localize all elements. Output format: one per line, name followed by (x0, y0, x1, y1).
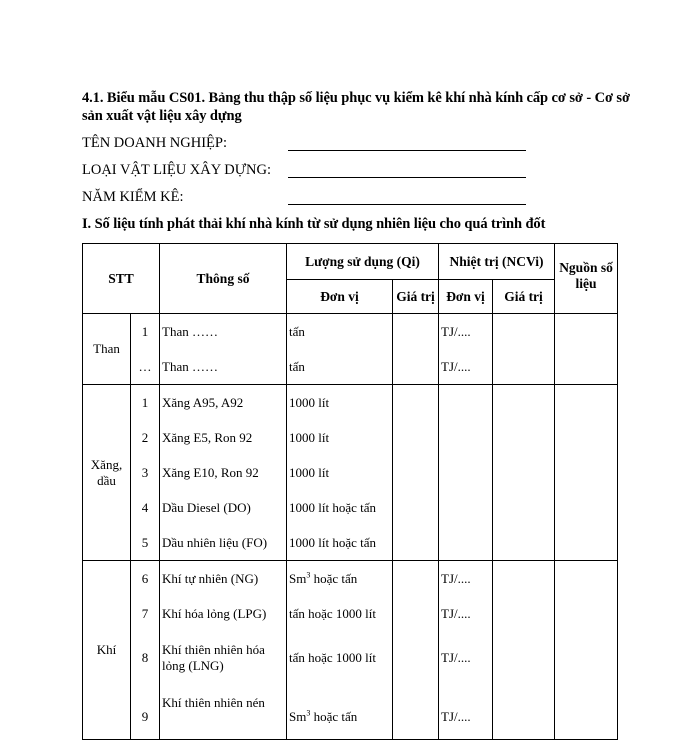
row-unit: 1000 lít hoặc tấn (287, 490, 393, 525)
row-unit: 1000 lít hoặc tấn (287, 525, 393, 561)
row-unit: tấn hoặc 1000 lít (287, 596, 393, 631)
heat-value-cell[interactable] (493, 349, 555, 385)
row-parameter: Than …… (160, 349, 287, 385)
heat-unit-cell: TJ/.... (439, 349, 493, 385)
table-row (83, 525, 618, 561)
row-parameter: Dầu Diesel (DO) (160, 490, 287, 525)
usage-value-cell[interactable] (393, 385, 439, 421)
header-parameter: Thông số (160, 244, 287, 314)
group-label: Khí (83, 561, 131, 740)
heat-unit-cell: TJ/.... (439, 561, 493, 597)
data-source-cell[interactable] (555, 490, 618, 525)
unit-superscript: 3 (306, 708, 311, 718)
table-row (83, 596, 618, 631)
header-usage-unit: Đơn vị (287, 280, 393, 314)
data-source-cell[interactable] (555, 420, 618, 455)
form-heading: 4.1. Biểu mẫu CS01. Bảng thu thập số liệu phục vụ kiểm kê khí nhà kính cấp cơ sở - Cơ sở sản xuất vật liệu xây dựng (82, 90, 630, 124)
heat-value-cell[interactable] (493, 525, 555, 561)
data-source-cell[interactable] (555, 561, 618, 597)
data-source-cell[interactable] (555, 385, 618, 421)
heat-value-cell[interactable] (493, 385, 555, 421)
row-parameter: Xăng E5, Ron 92 (160, 420, 287, 455)
group-label: Than (83, 314, 131, 385)
field-label: NĂM KIỂM KÊ: (82, 189, 184, 205)
unit-superscript: 3 (306, 570, 311, 580)
row-stt: 4 (131, 490, 160, 525)
unit-base: Sm (289, 709, 307, 724)
usage-value-cell[interactable] (393, 455, 439, 490)
row-unit: tấn (287, 314, 393, 350)
table-row (83, 420, 618, 455)
usage-value-cell[interactable] (393, 490, 439, 525)
row-parameter: Khí thiên nhiên nén (160, 685, 287, 739)
material-type-input-line[interactable] (288, 177, 526, 178)
header-heat-unit: Đơn vị (439, 280, 493, 314)
table-row (83, 349, 618, 385)
row-unit: tấn (287, 349, 393, 385)
heat-unit-cell (439, 455, 493, 490)
usage-value-cell[interactable] (393, 525, 439, 561)
heat-unit-cell: TJ/.... (439, 596, 493, 631)
row-unit (287, 685, 393, 739)
unit-rest: hoặc tấn (310, 709, 358, 724)
heat-unit-cell (439, 490, 493, 525)
data-source-cell[interactable] (555, 349, 618, 385)
data-source-cell[interactable] (555, 596, 618, 631)
data-source-cell[interactable] (555, 455, 618, 490)
row-stt: 1 (131, 314, 160, 350)
unit-rest: hoặc tấn (310, 570, 358, 586)
row-stt: … (131, 349, 160, 385)
usage-value-cell[interactable] (393, 420, 439, 455)
row-unit (287, 561, 393, 597)
row-parameter: Xăng E10, Ron 92 (160, 455, 287, 490)
header-usage: Lượng sử dụng (Qi) (287, 244, 439, 280)
header-usage-value: Giá trị (393, 280, 439, 314)
row-parameter: Dầu nhiên liệu (FO) (160, 525, 287, 561)
data-source-cell[interactable] (555, 685, 618, 739)
heat-unit-cell (439, 385, 493, 421)
row-unit: 1000 lít (287, 455, 393, 490)
data-source-cell[interactable] (555, 314, 618, 350)
usage-value-cell[interactable] (393, 314, 439, 350)
row-stt: 7 (131, 596, 160, 631)
heat-value-cell[interactable] (493, 420, 555, 455)
table-row (83, 314, 618, 350)
row-stt: 5 (131, 525, 160, 561)
table-row (83, 561, 618, 597)
heat-value-cell[interactable] (493, 455, 555, 490)
header-heat-value-col: Giá trị (493, 280, 555, 314)
row-parameter: Khí thiên nhiên hóa lỏng (LNG) (160, 631, 287, 685)
field-label: TÊN DOANH NGHIỆP: (82, 135, 227, 151)
data-source-cell[interactable] (555, 631, 618, 685)
section-title: I. Số liệu tính phát thải khí nhà kính từ sử dụng nhiên liệu cho quá trình đốt (82, 216, 546, 232)
row-stt: 6 (131, 561, 160, 597)
group-label: Xăng, dầu (83, 385, 131, 561)
header-stt: STT (83, 244, 160, 314)
header-heat-value: Nhiệt trị (NCVi) (439, 244, 555, 280)
field-label: LOẠI VẬT LIỆU XÂY DỰNG: (82, 162, 271, 178)
data-source-cell[interactable] (555, 525, 618, 561)
row-stt: 9 (131, 685, 160, 739)
table-row (83, 455, 618, 490)
usage-value-cell[interactable] (393, 685, 439, 739)
fuel-data-table (82, 243, 618, 740)
unit-base: Sm (289, 570, 307, 586)
row-stt: 3 (131, 455, 160, 490)
heat-value-cell[interactable] (493, 596, 555, 631)
heat-value-cell[interactable] (493, 685, 555, 739)
table-row (83, 631, 618, 685)
header-data-source: Nguồn số liệu (555, 244, 618, 314)
heat-unit-cell: TJ/.... (439, 314, 493, 350)
usage-value-cell[interactable] (393, 631, 439, 685)
usage-value-cell[interactable] (393, 561, 439, 597)
row-stt: 8 (131, 631, 160, 685)
heat-unit-cell (439, 525, 493, 561)
heat-value-cell[interactable] (493, 314, 555, 350)
table-row (83, 685, 618, 739)
heat-unit-cell (439, 420, 493, 455)
row-parameter: Xăng A95, A92 (160, 385, 287, 421)
table-row (83, 385, 618, 421)
row-parameter: Than …… (160, 314, 287, 350)
row-parameter: Khí hóa lỏng (LPG) (160, 596, 287, 631)
table-row (83, 490, 618, 525)
row-parameter: Khí tự nhiên (NG) (160, 561, 287, 597)
heat-value-cell[interactable] (493, 561, 555, 597)
heat-value-cell[interactable] (493, 490, 555, 525)
row-unit: 1000 lít (287, 420, 393, 455)
usage-value-cell[interactable] (393, 349, 439, 385)
heat-unit-cell: TJ/.... (439, 685, 493, 739)
heat-unit-cell: TJ/.... (439, 631, 493, 685)
row-unit: 1000 lít (287, 385, 393, 421)
heat-value-cell[interactable] (493, 631, 555, 685)
usage-value-cell[interactable] (393, 596, 439, 631)
row-unit: tấn hoặc 1000 lít (287, 631, 393, 685)
row-stt: 1 (131, 385, 160, 421)
company-name-input-line[interactable] (288, 150, 526, 151)
row-stt: 2 (131, 420, 160, 455)
inventory-year-input-line[interactable] (288, 204, 526, 205)
